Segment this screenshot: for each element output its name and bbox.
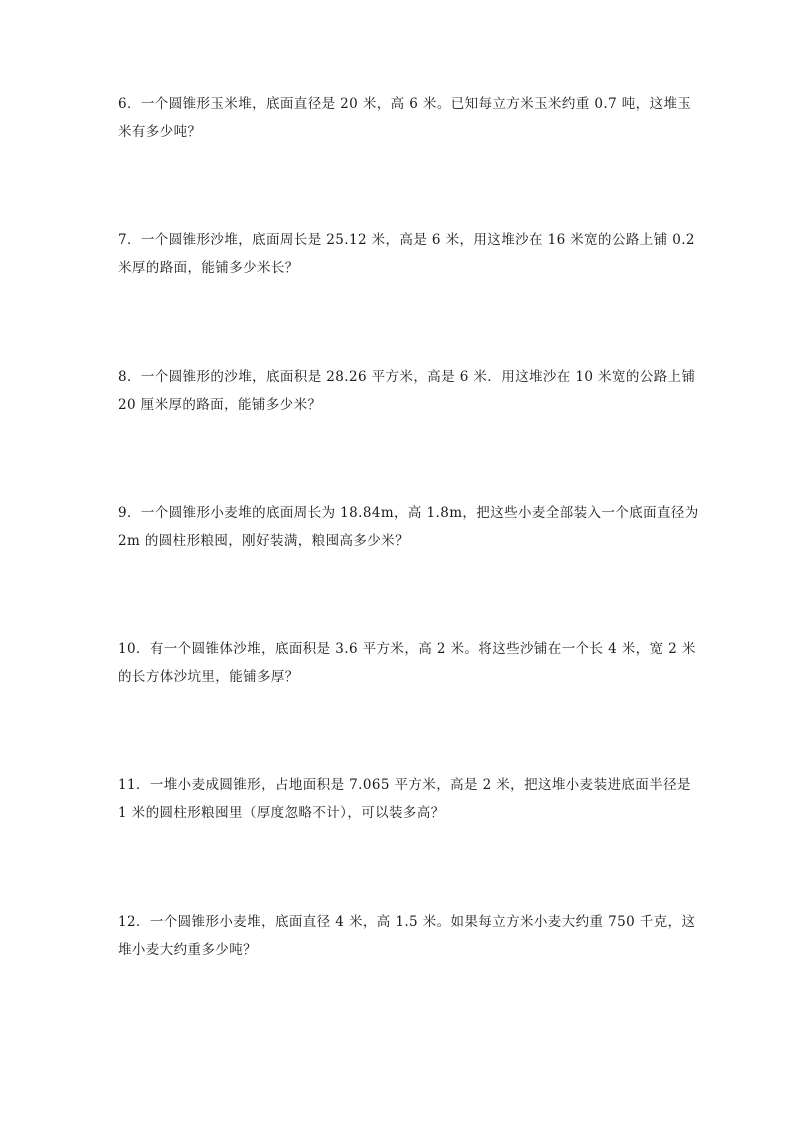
- problem-11: [118, 771, 691, 827]
- problem-6-line-2: 米有多少吨？: [118, 124, 202, 140]
- problem-8-line-2: 20 厘米厚的路面，能铺多少米？: [118, 397, 322, 413]
- problem-9-line-2: 2m 的圆柱形粮囤，刚好装满，粮囤高多少米？: [118, 533, 409, 549]
- problem-12: [118, 908, 696, 964]
- problem-6: [118, 90, 692, 146]
- problem-9: [118, 499, 699, 555]
- problem-11-line-2: 1 米的圆柱形粮囤里（厚度忽略不计），可以装多高？: [118, 805, 445, 821]
- problem-8: [118, 363, 696, 419]
- problem-10-line-1: 10．有一个圆锥体沙堆，底面积是 3.6 平方米，高 2 米。将这些沙铺在一个长 4 米，宽 2 米: [118, 641, 696, 657]
- problem-7: [118, 226, 695, 282]
- problem-11-line-1: 11．一堆小麦成圆锥形，占地面积是 7.065 平方米，高是 2 米，把这堆小麦装进底面半径是: [118, 777, 691, 793]
- problem-9-line-1: 9．一个圆锥形小麦堆的底面周长为 18.84m，高 1.8m，把这些小麦全部装入一个底面直径为: [118, 505, 699, 521]
- problem-12-line-1: 12．一个圆锥形小麦堆，底面直径 4 米，高 1.5 米。如果每立方米小麦大约重 750 千克，这: [118, 914, 696, 930]
- problem-8-line-1: 8．一个圆锥形的沙堆，底面积是 28.26 平方米，高是 6 米．用这堆沙在 10 米宽的公路上铺: [118, 369, 696, 385]
- problem-7-line-2: 米厚的路面，能铺多少米长？: [118, 260, 299, 276]
- problem-6-line-1: 6．一个圆锥形玉米堆，底面直径是 20 米，高 6 米。已知每立方米玉米约重 0.7 吨，这堆玉: [118, 96, 692, 112]
- problem-10-line-2: 的长方体沙坑里，能铺多厚？: [118, 669, 299, 685]
- problem-12-line-2: 堆小麦大约重多少吨？: [118, 942, 257, 958]
- problem-7-line-1: 7．一个圆锥形沙堆，底面周长是 25.12 米，高是 6 米，用这堆沙在 16 米宽的公路上铺 0.2: [118, 232, 695, 248]
- problem-10: [118, 635, 696, 691]
